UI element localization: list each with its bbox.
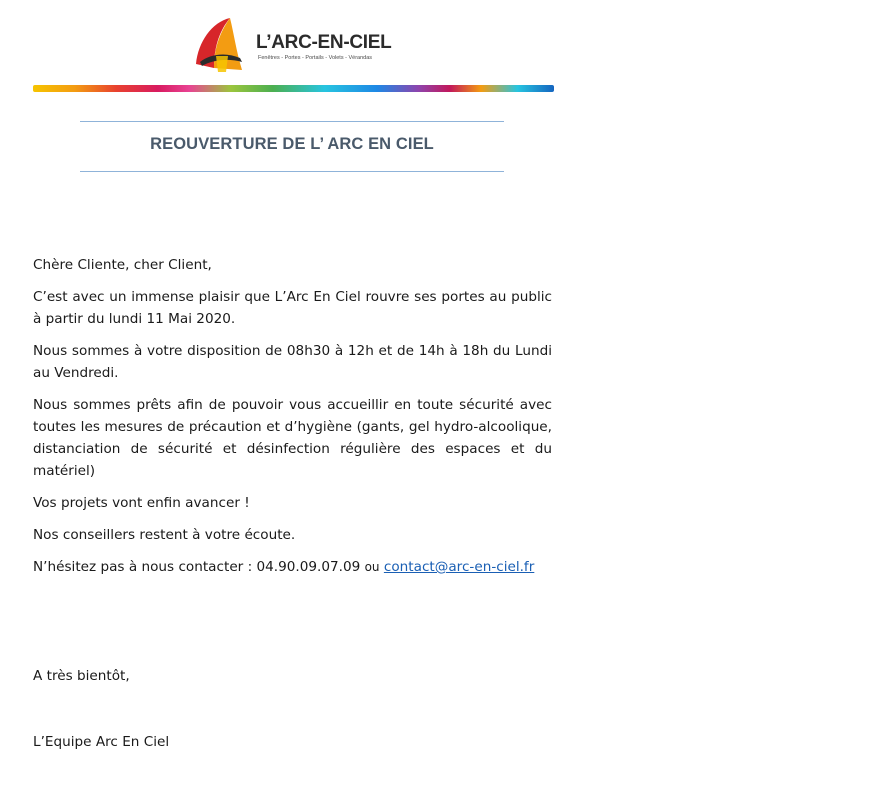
paragraph-safety: Nous sommes prêts afin de pouvoir vous accueillir en toute sécurité avec toutes les mesures de précaution et d’hygiène (gants, gel hydro-alcoolique, distanciation de sécurité et désinfection régulière des espaces et du matériel) (33, 397, 552, 479)
company-logo (190, 12, 400, 78)
signature: L’Equipe Arc En Ciel (33, 734, 170, 750)
contact-text: N’hésitez pas à nous contacter : 04.90.09.07.09 (33, 559, 361, 575)
paragraph-reopening: C’est avec un immense plaisir que L’Arc En Ciel rouvre ses portes au public à partir du lundi 11 Mai 2020. (33, 289, 552, 327)
brand-tagline: Fenêtres - Portes - Portails - Volets - Vérandas (258, 55, 373, 61)
arc-en-ciel-logo-icon (190, 12, 250, 78)
letter-body (33, 254, 552, 578)
title-bottom-rule (80, 171, 504, 172)
contact-or: ou (364, 560, 380, 574)
contact-line (33, 556, 552, 578)
brand-name: L’ARC-EN-CIEL (256, 32, 392, 53)
contact-email-link[interactable]: contact@arc-en-ciel.fr (383, 559, 535, 575)
title-top-rule (80, 121, 504, 122)
paragraph-hours: Nous sommes à votre disposition de 08h30 à 12h et de 14h à 18h du Lundi au Vendredi. (33, 343, 552, 381)
document-title: REOUVERTURE DE L’ ARC EN CIEL (150, 135, 434, 153)
greeting: Chère Cliente, cher Client, (33, 257, 212, 273)
rainbow-divider (33, 85, 554, 92)
paragraph-projects: Vos projets vont enfin avancer ! (33, 495, 250, 511)
paragraph-advisors: Nos conseillers restent à votre écoute. (33, 527, 296, 543)
closing: A très bientôt, (33, 668, 130, 684)
